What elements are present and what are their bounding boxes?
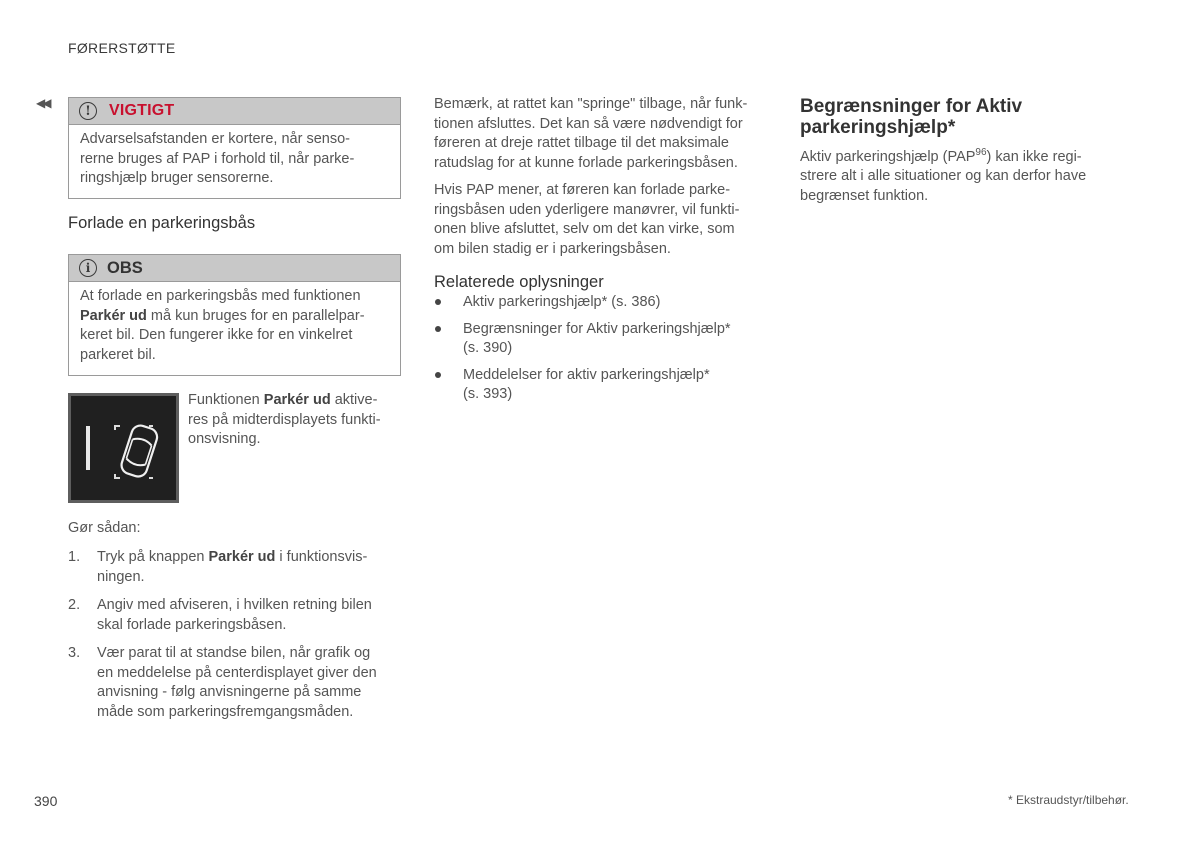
related-link-text[interactable]: Meddelelser for aktiv parkeringshjælp* [463,366,710,383]
related-link[interactable] [434,293,774,313]
warning-line: Advarselsafstanden er kortere, når senso- [80,131,350,147]
obs-line [80,307,389,327]
bullet-icon [435,299,441,305]
related-heading: Relaterede oplysninger [434,273,604,291]
paragraph-line: Bemærk, at rattet kan "springe" tilbage, når funk- [434,96,748,112]
footnote-ref: 96 [975,147,987,158]
park-out-term: Parkér ud [208,549,276,565]
paragraph-line: tionen afsluttes. Det kan så være nødvendigt for [434,115,743,132]
obs-line: parkeret bil. [80,346,156,363]
warning-box [68,97,401,199]
obs-line: At forlade en parkeringsbås med funktionen [80,288,361,304]
leave-bay-heading: Forlade en parkeringsbås [68,214,256,232]
step-line: Vær parat til at standse bilen, når grafik og [97,645,371,661]
paragraph-text: Aktiv parkeringshjælp (PAP [800,148,976,165]
park-out-term: Parkér ud [80,307,147,324]
related-link-text[interactable]: (s. 393) [463,386,513,402]
step-text: i funktionsvis- [275,549,368,565]
paragraph-line: ringsbåsen uden yderligere manøvrer, vil funkti- [434,201,740,218]
warning-header [69,98,400,125]
obs-text [69,282,400,374]
footnote: * Ekstraudstyr/tilbehør. [1008,793,1129,807]
previous-page-arrows-icon[interactable]: ◀◀ [36,96,49,110]
obs-line: keret bil. Den fungerer ikke for en vinkelret [80,327,353,343]
warning-exclamation-icon: ! [79,102,97,120]
list-item [68,644,403,722]
park-out-car-icon [71,396,176,500]
limitations-heading [800,96,1160,138]
do-this-label: Gør sådan: [68,520,141,536]
caption-text: Funktionen [188,392,264,408]
paragraph-line: Hvis PAP mener, at føreren kan forlade parke- [434,182,731,198]
step-line [97,548,403,568]
steps-list [68,548,403,731]
paragraph-line: onen blive afsluttet, selv om det kan virke, som [434,221,735,237]
paragraph-line [800,143,1160,167]
obs-header [69,255,400,282]
info-icon: i [79,259,97,277]
caption-line: onsvisning. [188,431,261,447]
paragraph-line: begrænset funktion. [800,187,929,204]
middle-paragraph-2 [434,181,774,259]
related-link-text[interactable]: (s. 390) [463,340,513,356]
middle-paragraph-1 [434,95,774,173]
section-label: FØRERSTØTTE [68,40,176,56]
obs-title: OBS [107,258,143,277]
step-line: ningen. [97,568,145,585]
step-text: Tryk på knappen [97,549,209,565]
step-line: anvisning - følg anvisningerne på samme [97,684,362,700]
step-number: 2. [68,597,81,613]
park-out-button-image [68,393,179,503]
obs-line-rest: må kun bruges for en parallelpar- [146,307,365,324]
limitations-paragraph [800,143,1160,206]
paragraph-line: strere alt i alle situationer og kan derfor have [800,168,1087,185]
related-link-text[interactable]: Aktiv parkeringshjælp* (s. 386) [463,294,661,310]
page-number: 390 [34,793,58,809]
list-item [68,548,403,587]
related-link-text[interactable]: Begrænsninger for Aktiv parkeringshjælp* [463,320,731,337]
related-link[interactable] [434,320,774,359]
paragraph-text: ) kan ikke regi- [986,148,1082,165]
warning-line: ringshjælp bruger sensorerne. [80,170,274,186]
list-item [68,596,403,635]
related-list [434,293,774,412]
step-number: 1. [68,549,81,565]
paragraph-line: om bilen stadig er i parkeringsbåsen. [434,240,671,257]
step-line: måde som parkeringsfremgangsmåden. [97,703,354,720]
park-out-term: Parkér ud [263,392,331,408]
step-number: 3. [68,645,81,661]
obs-box [68,254,401,376]
step-line: en meddelelse på centerdisplayet giver den [97,664,377,681]
warning-line: rerne bruges af PAP i forhold til, når parke- [80,150,355,167]
figure-caption [188,391,398,450]
warning-text [69,125,400,198]
warning-title: VIGTIGT [109,102,175,119]
step-line: skal forlade parkeringsbåsen. [97,616,287,633]
bullet-icon [435,372,441,378]
caption-line [188,391,398,411]
related-link[interactable] [434,366,774,405]
bullet-icon [435,326,441,332]
heading-line: parkeringshjælp* [800,117,956,138]
paragraph-line: ratudslag for at kunne forlade parkeringsbåsen. [434,154,738,171]
paragraph-line: føreren at dreje rattet tilbage til det maksimale [434,135,729,151]
caption-text: aktive- [330,392,378,408]
heading-line: Begrænsninger for Aktiv [800,96,1023,117]
caption-line: res på midterdisplayets funkti- [188,411,381,428]
step-line: Angiv med afviseren, i hvilken retning bilen [97,597,372,613]
